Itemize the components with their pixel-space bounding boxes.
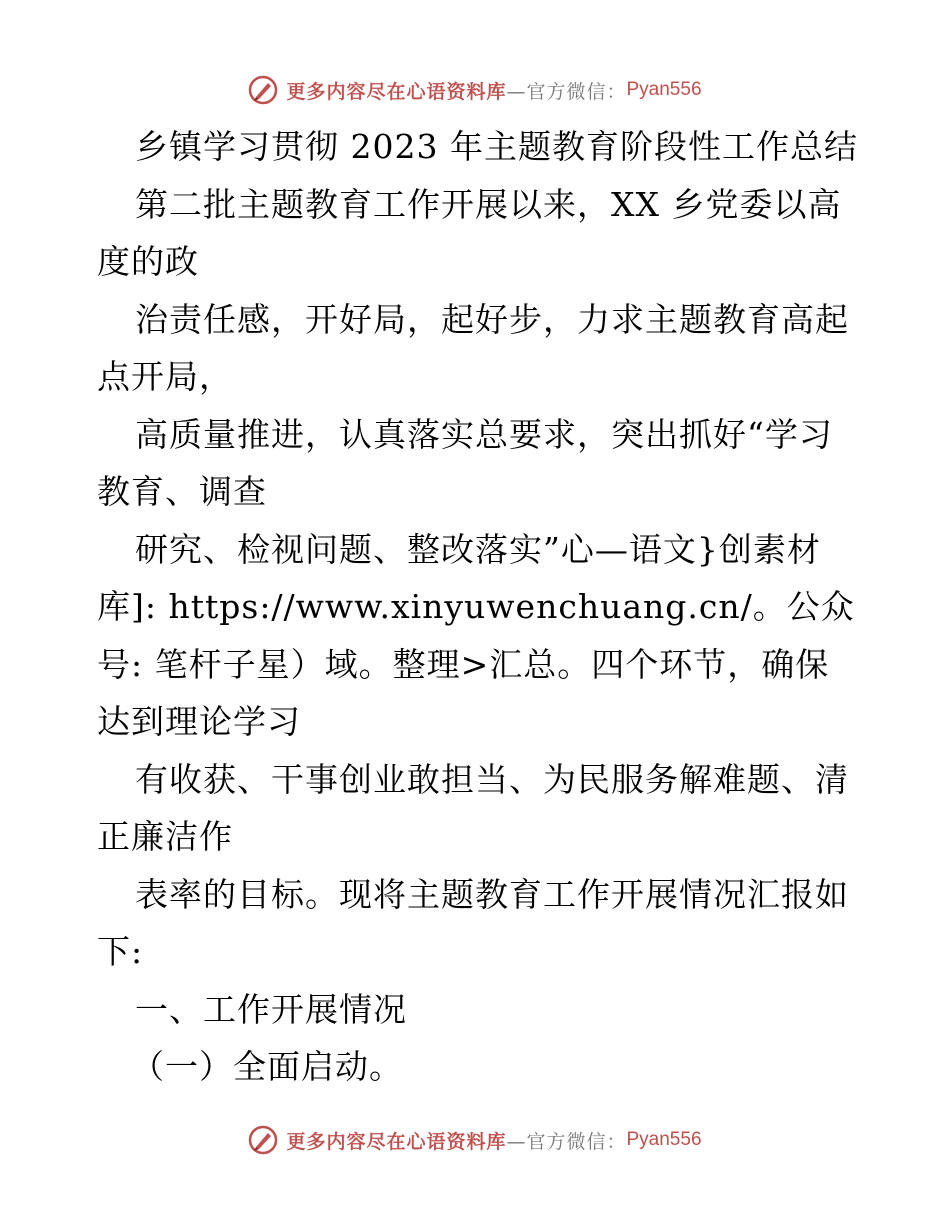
paragraph-line: 治责任感，开好局，起好步，力求主题教育高起 [135, 299, 849, 339]
pen-logo-icon [248, 75, 278, 105]
paragraph-line: 达到理论学习 [97, 702, 301, 741]
paragraph-line: 研究、检视问题、整改落实”心—语文}创素材 [135, 529, 821, 569]
paragraph-line: 有收获、干事创业敢担当、为民服务解难题、清 [135, 759, 849, 799]
footer-banner [0, 1120, 950, 1160]
footer-banner-separator: —官方微信： [506, 1130, 627, 1153]
header-banner-text: 更多内容尽在心语资料库 [286, 80, 507, 103]
paragraph-line: 第二批主题教育工作开展以来，XX 乡党委以高 [135, 184, 842, 224]
paragraph-line: 高质量推进，认真落实总要求，突出抓好“学习 [135, 414, 833, 454]
paragraph-line: 下: [97, 932, 144, 971]
subsection-heading: （一）全面启动。 [131, 1047, 403, 1086]
footer-banner-text: 更多内容尽在心语资料库 [286, 1130, 507, 1153]
paragraph-line: 正廉洁作 [97, 817, 233, 856]
header-banner [0, 70, 950, 110]
paragraph-line: 教育、调查 [97, 472, 267, 511]
paragraph-line: 库]: https://www.xinyuwenchuang.cn/。公众 [97, 587, 855, 626]
paragraph-line: 度的政 [97, 242, 199, 281]
pen-logo-icon [248, 1125, 278, 1155]
paragraph-line: 号: 笔杆子星）域。整理>汇总。四个环节，确保 [97, 644, 830, 684]
section-heading: 一、工作开展情况 [135, 989, 407, 1029]
paragraph-line: 点开局， [97, 357, 233, 396]
document-body [97, 118, 857, 1096]
header-banner-wechat-id: Pyan556 [626, 79, 702, 100]
paragraph-line: 表率的目标。现将主题教育工作开展情况汇报如 [135, 874, 849, 914]
header-banner-separator: —官方微信： [506, 80, 627, 103]
document-title: 乡镇学习贯彻 2023 年主题教育阶段性工作总结 [135, 127, 858, 166]
footer-banner-wechat-id: Pyan556 [626, 1129, 702, 1150]
